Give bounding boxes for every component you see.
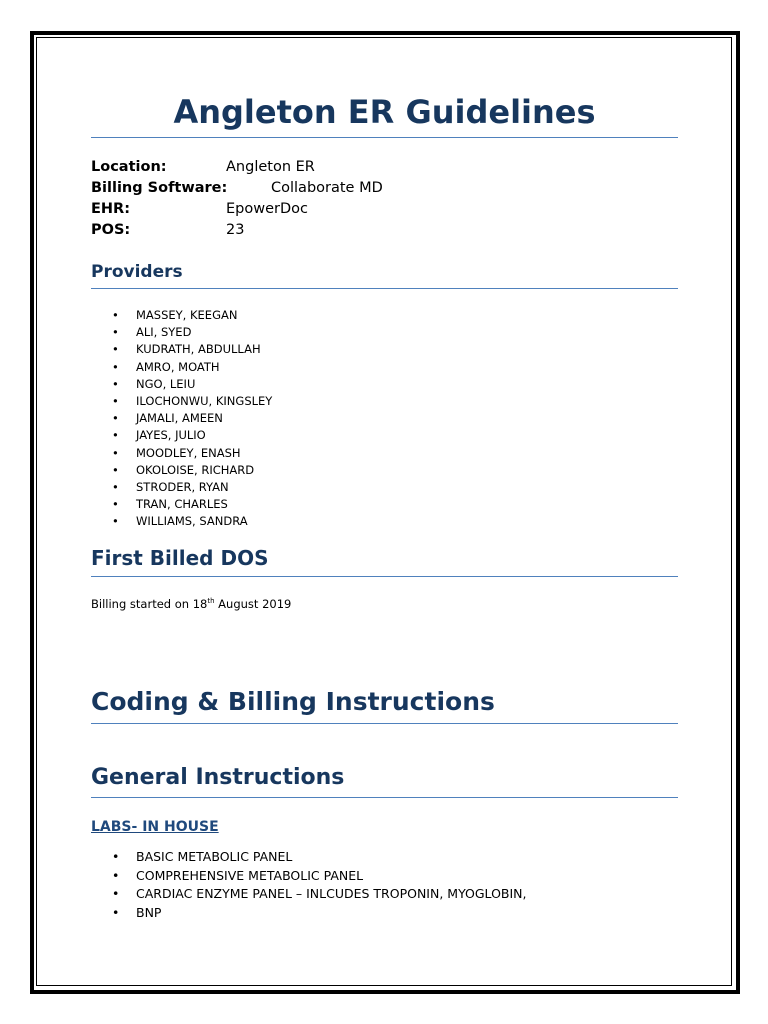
first-billed-text-start: Billing started on 18 [91,597,208,611]
info-billing-software [91,178,383,198]
bullet-icon: • [112,342,119,357]
labs-heading: LABS- IN HOUSE [91,819,219,835]
bullet-icon: • [112,445,119,460]
first-billed-rule [91,576,678,577]
bullet-icon: • [112,359,119,374]
page-title: Angleton ER Guidelines [173,93,596,131]
provider-item [91,393,272,410]
bullet-icon: • [112,480,119,495]
provider-name: STRODER, RYAN [136,480,229,495]
bullet-icon: • [112,428,119,443]
lab-name: BASIC METABOLIC PANEL [136,849,293,864]
provider-item [91,427,272,444]
lab-item [91,848,527,867]
info-ehr [91,199,308,219]
lab-item [91,885,527,904]
provider-name: KUDRATH, ABDULLAH [136,342,261,357]
info-value: Angleton ER [226,159,315,175]
info-location [91,157,315,177]
lab-name: COMPREHENSIVE METABOLIC PANEL [136,867,364,883]
provider-item [91,307,272,324]
coding-billing-heading: Coding & Billing Instructions [91,687,495,716]
provider-name: TRAN, CHARLES [136,497,228,512]
info-pos [91,220,244,240]
first-billed-text [91,596,291,612]
lab-item [91,904,527,923]
provider-item [91,445,272,462]
bullet-icon: • [112,308,119,322]
bullet-icon: • [112,886,120,901]
providers-heading: Providers [91,262,183,282]
provider-name: WILLIAMS, SANDRA [136,514,248,529]
bullet-icon: • [112,904,120,920]
bullet-icon: • [112,394,119,409]
bullet-icon: • [112,462,119,477]
provider-item [91,513,272,530]
provider-name: OKOLOISE, RICHARD [136,462,255,477]
general-instructions-heading: General Instructions [91,765,345,790]
provider-item [91,462,272,479]
provider-item [91,324,272,341]
bullet-icon: • [112,849,120,864]
lab-name: CARDIAC ENZYME PANEL – INLCUDES TROPONIN, MYOGLOBIN, [136,886,527,901]
provider-name: MASSEY, KEEGAN [136,308,238,322]
provider-item [91,359,272,376]
title-rule [91,137,678,138]
bullet-icon: • [112,411,119,426]
coding-billing-rule [91,723,678,724]
provider-name: JAYES, JULIO [136,428,206,443]
first-billed-superscript: th [207,597,215,605]
info-label: Billing Software: [91,180,228,196]
bullet-icon: • [112,325,119,340]
info-label: POS: [91,222,131,238]
info-label: EHR: [91,201,131,217]
provider-name: JAMALI, AMEEN [136,411,223,426]
provider-name: MOODLEY, ENASH [136,445,241,460]
provider-item [91,479,272,496]
provider-item [91,341,272,358]
general-instructions-rule [91,797,678,798]
info-value: EpowerDoc [226,201,308,217]
bullet-icon: • [112,514,119,529]
provider-name: NGO, LEIU [136,376,196,391]
bullet-icon: • [112,376,119,391]
provider-item [91,496,272,513]
info-value: Collaborate MD [271,180,383,196]
provider-name: AMRO, MOATH [136,359,220,374]
provider-name: ILOCHONWU, KINGSLEY [136,394,273,409]
lab-name: BNP [136,904,162,920]
provider-item [91,410,272,427]
providers-rule [91,288,678,289]
first-billed-heading: First Billed DOS [91,546,269,570]
bullet-icon: • [112,867,120,883]
providers-list [91,307,272,531]
info-label: Location: [91,159,167,175]
info-value: 23 [226,222,245,238]
lab-item [91,867,527,886]
labs-list [91,848,527,922]
bullet-icon: • [112,497,119,512]
provider-item [91,376,272,393]
provider-name: ALI, SYED [136,325,192,340]
first-billed-text-end: August 2019 [214,597,292,611]
